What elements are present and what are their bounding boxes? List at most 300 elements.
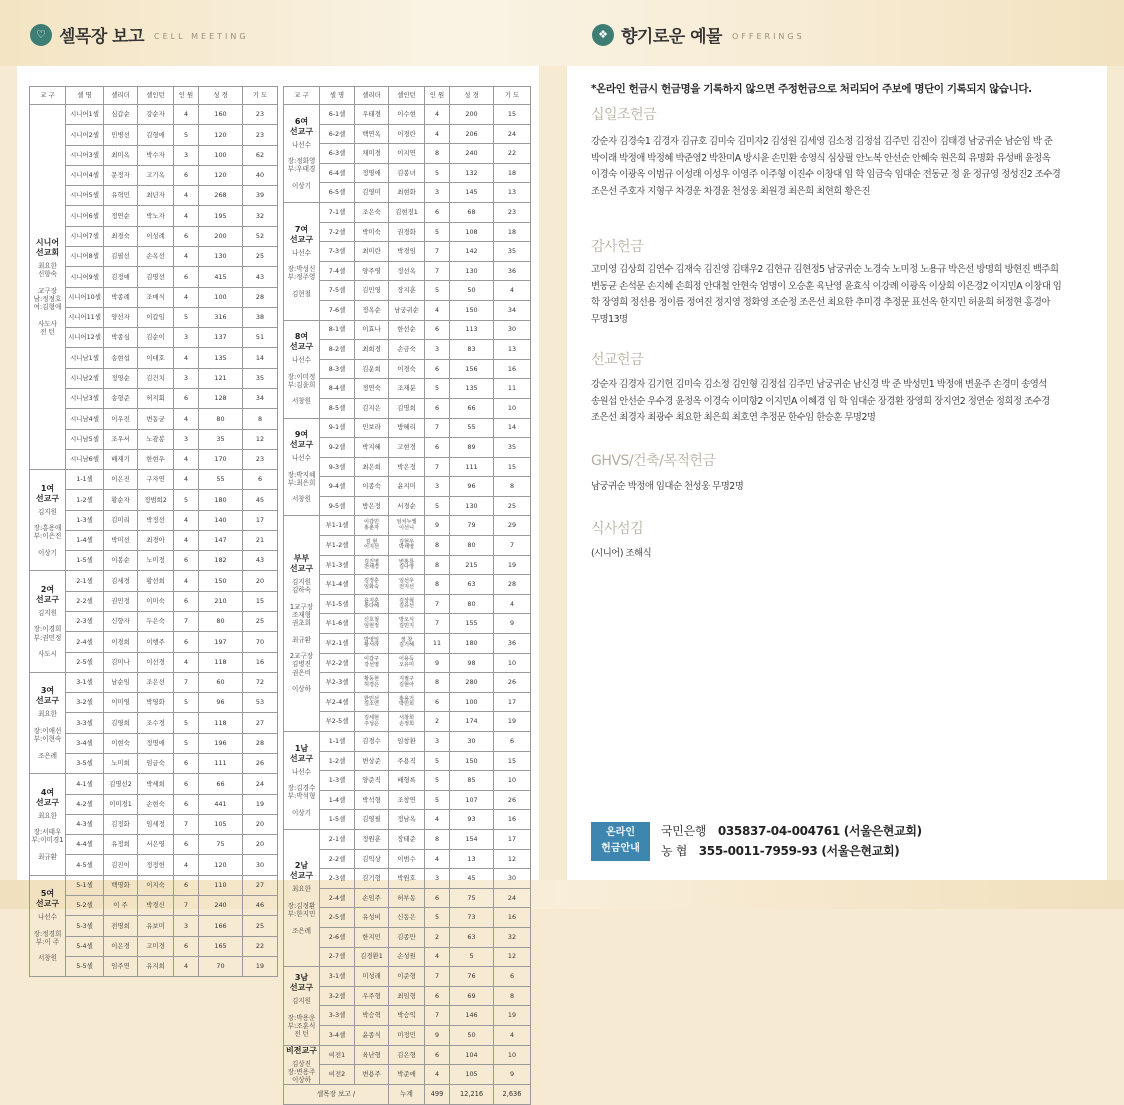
ghvs-title: GHVS/건축/목적헌금 [591,453,716,469]
cell-intern: 노미정 [138,551,174,571]
cell-name: 3-1셀 [320,967,355,987]
group-cell [30,571,66,672]
cell-name: 부2-1셀 [320,634,355,654]
group-name: 2남 선교구 [289,861,314,881]
cell-intern: 황선희 [138,571,174,591]
cell-leader: 박승혁 [355,1006,389,1026]
column-header: 셀리더 [104,87,138,105]
table-row [284,496,531,516]
cell-leader: 박석형 [355,790,389,810]
cell-people: 4 [174,206,199,226]
cell-prayer: 4 [494,1025,531,1045]
group-info: 최요한 장:이애선 부:이현숙 조은례 [33,710,62,760]
cell-bible: 100 [199,287,243,307]
table-row [284,614,531,634]
column-header: 셀리더 [355,87,389,105]
cell-name: 5-5셀 [66,956,104,976]
group-cell [30,774,66,875]
cell-people: 3 [425,477,450,497]
cell-prayer: 32 [494,927,531,947]
cell-people: 4 [174,246,199,266]
cell-people: 6 [425,986,450,1006]
cell-prayer: 30 [494,869,531,889]
group-cell [30,470,66,571]
cell-prayer: 36 [494,261,531,281]
cell-name: 부1-5셀 [320,594,355,614]
table-row [284,379,531,399]
table-row [284,712,531,732]
cell-intern: 유지희 [138,956,174,976]
cell-leader: 김미리 [104,510,138,530]
cell-prayer: 10 [494,771,531,791]
cell-leader: 백연옥 [355,124,389,144]
cell-intern: 서은영 [138,835,174,855]
cell-bible: 200 [199,226,243,246]
group-info: 나선수 장:정화영 부:우태경 이상기 [287,140,316,190]
cell-name: 부1-3셀 [320,555,355,575]
cell-name: 7-2셀 [320,222,355,242]
cell-prayer: 23 [243,105,278,125]
table-row [284,124,531,144]
cell-intern: 박경신 [138,895,174,915]
cell-prayer: 8 [494,986,531,1006]
cell-people: 4 [174,470,199,490]
group-name: 비전교구 [286,1045,317,1055]
badge-line2: 헌금안내 [601,843,640,854]
table-row [284,673,531,693]
cell-intern: 조은선 [138,672,174,692]
cell-intern: 손현숙 [138,794,174,814]
cell-people: 5 [425,751,450,771]
table-row [30,612,278,632]
column-header: 기 도 [243,87,278,105]
cell-people: 6 [174,226,199,246]
cell-people: 7 [425,1006,450,1026]
cell-people: 5 [425,496,450,516]
cell-prayer: 14 [243,348,278,368]
cell-prayer: 28 [243,733,278,753]
cell-name: 4-4셀 [66,835,104,855]
cell-bible: 96 [450,477,494,497]
cell-bible: 441 [199,794,243,814]
cell-leader: 김운희 [355,359,389,379]
table-row [284,594,531,614]
cell-prayer: 34 [243,388,278,408]
cell-prayer: 18 [494,163,531,183]
online-offering-badge [591,822,650,861]
cell-name: 시니어10셀 [66,287,104,307]
cell-prayer: 15 [494,751,531,771]
cell-leader: 김미나 [104,652,138,672]
cell-intern: 임선우 전지선 [389,575,425,595]
cell-bible: 100 [450,692,494,712]
cell-bible: 195 [199,206,243,226]
cell-people: 5 [425,790,450,810]
cell-bible: 135 [450,379,494,399]
cell-intern: 박영화 [138,693,174,713]
cell-name: 부2-5셀 [320,712,355,732]
cell-leader: 최미란 [355,242,389,262]
cell-bible: 89 [450,438,494,458]
group-cell [30,875,66,976]
cell-intern: 이대호 [138,348,174,368]
cell-name: 7-1셀 [320,202,355,222]
cell-bible: 83 [450,340,494,360]
cell-intern: 최임형 [389,986,425,1006]
cell-name: 5-1셀 [66,875,104,895]
cell-people: 8 [425,575,450,595]
table-row [30,733,278,753]
group-cell [284,516,320,732]
cell-bible: 150 [450,300,494,320]
cell-bible: 130 [199,246,243,266]
cell-name: 부2-2셀 [320,653,355,673]
cell-name: 2-4셀 [66,632,104,652]
cell-name: 9-2셀 [320,438,355,458]
cell-people: 6 [174,875,199,895]
cell-name: 시니어7셀 [66,226,104,246]
cell-leader: 남순임 [104,672,138,692]
cell-people: 6 [425,438,450,458]
cell-people: 4 [425,124,450,144]
column-header: 기 도 [494,87,531,105]
cell-prayer: 34 [494,300,531,320]
cell-intern: 조수경 [138,713,174,733]
cell-people: 5 [425,281,450,301]
cell-prayer: 24 [494,888,531,908]
table-row [284,555,531,575]
group-info: 나선수 장:박지혜 부:최은희 서창원 [287,454,316,504]
cell-bible: 66 [450,398,494,418]
table-row [284,281,531,301]
cell-bible: 80 [450,536,494,556]
group-cell [284,320,320,418]
cell-bible: 132 [450,163,494,183]
cell-people: 4 [174,571,199,591]
cell-name: 시니어11셀 [66,307,104,327]
cell-bible: 147 [199,530,243,550]
cell-bible: 63 [450,927,494,947]
cell-intern: 손성원 [389,947,425,967]
cell-name: 시니어4셀 [66,165,104,185]
table-row [284,457,531,477]
cell-prayer: 25 [243,916,278,936]
table-row [284,516,531,536]
cell-bible: 150 [199,571,243,591]
cell-intern: 이준형 [389,967,425,987]
cell-intern: 박세희 [138,774,174,794]
cell-people: 6 [174,551,199,571]
cell-name: 2-5셀 [66,652,104,672]
table-row [284,986,531,1006]
cell-intern: 최년자 [138,186,174,206]
cell-bible: 110 [199,875,243,895]
cell-leader: 최희경 [355,340,389,360]
table-row [30,226,278,246]
cell-intern: 임세정 [138,814,174,834]
offerings-title: 향기로운 예물 [621,27,722,47]
cell-prayer: 7 [494,536,531,556]
cell-intern: 홍용기 박민희 [389,692,425,712]
cell-name: 8-1셀 [320,320,355,340]
cell-bible: 135 [199,348,243,368]
cell-prayer: 43 [243,267,278,287]
cell-people: 3 [174,145,199,165]
cell-people: 7 [425,967,450,987]
group-info: 최요한 신향숙 교구장 남:정정호 여:김형애 사도사 전 턴 [33,261,62,336]
group-info: 나선수 장:이미정 부:김윤희 서창원 [287,356,316,406]
cell-prayer: 10 [494,398,531,418]
cell-bible: 45 [450,869,494,889]
cell-leader: 김민영 [355,281,389,301]
cell-intern: 조매식 [138,287,174,307]
cell-name: 부1-6셀 [320,614,355,634]
cell-name: 1-3셀 [320,771,355,791]
cell-people: 4 [425,849,450,869]
cell-bible: 73 [450,908,494,928]
cell-leader: 김세현 주성은 [355,712,389,732]
total-label: 셀목장 보고 / [284,1085,389,1105]
cell-intern: 김상혁 김유선 [389,594,425,614]
cell-intern: 지필구 김현아 [389,673,425,693]
cell-name: 7-5셀 [320,281,355,301]
cell-prayer: 28 [243,287,278,307]
cell-name: 1-2셀 [320,751,355,771]
cell-intern: 김순이 [138,328,174,348]
cell-intern: 권경화 [389,222,425,242]
cell-bible: 137 [199,328,243,348]
cell-leader: 조은숙 [355,202,389,222]
thanks-names: 고미영 김상희 김연수 김재숙 김진영 김태우2 김현규 김현정5 남궁귀순 노경숙 노미정 노용규 박은선 방명희 방현진 백주희 변동균 손석문 손지혜 손희정 안대철 안현숙 엄명이 오승훈 육난영 윤효식 이강례 이광옥 이상희 이은경2 이지민A 이창대 임 학 장영희 정선용 정이름 정여진 정지영 정화영 조순정 조은선 최요한 추미경 추정문 표선옥 한지민 허윤희 허정현 홍경아 무명13명 [591,264,1062,325]
cell-leader: 한지민 [355,927,389,947]
cell-name: 1-3셀 [66,510,104,530]
cell-bible: 165 [199,936,243,956]
cell-people: 4 [174,105,199,125]
table-row [284,202,531,222]
cell-prayer: 8 [243,409,278,429]
cell-leader: 김진이 [104,855,138,875]
cell-leader: 우주형 [355,986,389,1006]
group-name: 2여 선교구 [35,584,60,604]
cell-leader: 황순자 [104,490,138,510]
table-row [30,754,278,774]
table-row [30,652,278,672]
cell-intern: 김현정1 [389,202,425,222]
cell-prayer: 6 [494,967,531,987]
cell-name: 시니어12셀 [66,328,104,348]
cell-leader: 신호철 임현정 [355,614,389,634]
cell-prayer: 20 [243,571,278,591]
cell-prayer: 51 [243,328,278,348]
cell-name: 시니남1셀 [66,348,104,368]
cell-name: 시니어6셀 [66,206,104,226]
offerings-subtitle: OFFERINGS [731,32,805,41]
cell-intern: 김명희 [389,398,425,418]
cell-prayer: 10 [494,1045,531,1065]
cell-prayer: 19 [494,1006,531,1026]
cell-intern: 강순자 [138,105,174,125]
cell-people: 6 [174,794,199,814]
cell-prayer: 15 [494,457,531,477]
cell-leader: 이갑민 홍춘자 [355,516,389,536]
table-row [30,571,278,591]
cell-name: 1-5셀 [66,551,104,571]
cell-leader: 양준직 [355,771,389,791]
table-row [284,849,531,869]
cell-prayer: 38 [243,307,278,327]
cell-bible: 55 [199,470,243,490]
cell-leader: 김필선 [104,246,138,266]
group-info: 김상진 장:변용주 이상하 [287,1059,316,1084]
table-row [284,1025,531,1045]
cell-intern: 신동은 [389,908,425,928]
table-row [284,1045,531,1065]
cell-intern: 박노자 [138,206,174,226]
table-row [284,575,531,595]
cell-leader: 유정희 [104,835,138,855]
ghvs-names: 남궁귀순 박정애 임대순 천성웅 무명2명 [591,481,744,492]
cell-people: 8 [425,829,450,849]
cell-bible: 105 [199,814,243,834]
table-row [30,470,278,490]
cell-bible: 120 [199,125,243,145]
cell-bible: 68 [450,202,494,222]
table-row [284,1006,531,1026]
cell-report-heading [30,22,249,47]
cell-leader: 임주연 [104,956,138,976]
cell-name: 2-3셀 [320,869,355,889]
cell-people: 6 [425,1045,450,1065]
cell-people: 5 [425,163,450,183]
cell-prayer: 16 [494,908,531,928]
group-info: 나선수 장:정경희 부:이 주 서창원 [33,913,62,963]
cell-bible: 180 [199,490,243,510]
cell-prayer: 35 [494,438,531,458]
cell-people: 6 [425,359,450,379]
cell-prayer: 11 [494,379,531,399]
cell-bible: 316 [199,307,243,327]
table-row [30,409,278,429]
cell-prayer: 24 [494,124,531,144]
cell-name: 1-1셀 [66,470,104,490]
cell-intern: 서창희 손정희 [389,712,425,732]
cell-prayer: 16 [494,359,531,379]
cell-leader: 김기형 [355,869,389,889]
cell-bible: 210 [199,591,243,611]
cell-intern: 정 창 김기혜 [389,634,425,654]
table-row [284,105,531,125]
cell-intern: 임창환 [389,732,425,752]
cell-intern: 이갑임 [138,307,174,327]
table-row [30,165,278,185]
cell-leader: 문정자 [104,165,138,185]
cell-intern: 박준애 [389,1065,425,1085]
table-row [284,242,531,262]
cell-people: 7 [174,612,199,632]
cell-leader: 변용주 [355,1065,389,1085]
table-row [30,348,278,368]
online-offering-notice: *온라인 헌금시 헌금명을 기록하지 않으면 주정헌금으로 처리되어 주보에 명단이 기록되지 않습니다. [591,83,1032,95]
cell-name: 1-4셀 [66,530,104,550]
total-row [284,1085,531,1105]
cell-leader: 미성래 [355,967,389,987]
bank-line-nh [661,842,899,859]
cell-name: 2-1셀 [66,571,104,591]
cell-leader: 김세경 [104,571,138,591]
cell-name: 9-4셀 [320,477,355,497]
cell-people: 5 [174,490,199,510]
cell-bible: 120 [199,165,243,185]
cell-intern: 김건치 [138,368,174,388]
cell-intern: 허부동 [389,888,425,908]
cell-people: 11 [425,634,450,654]
cell-people: 4 [174,510,199,530]
cell-leader: 김경환1 [355,947,389,967]
column-header: 셀 명 [66,87,104,105]
table-row [30,510,278,530]
cell-leader: 김영필 [355,810,389,830]
table-row [284,732,531,752]
cell-prayer: 26 [494,673,531,693]
cell-bible: 170 [199,449,243,469]
cell-prayer: 13 [494,340,531,360]
column-header: 교 구 [30,87,66,105]
cell-table-left [29,86,278,977]
cell-leader: 이 주 [104,895,138,915]
cell-leader: 정연숙 [355,379,389,399]
group-name: 부부 선교구 [289,554,314,574]
table-row [284,810,531,830]
cell-prayer: 22 [494,144,531,164]
cell-name: 7-4셀 [320,261,355,281]
cell-bible: 108 [450,222,494,242]
cell-leader: 김정화 [104,814,138,834]
table-row [30,895,278,915]
group-info: 나선수 장:박성신 부:정주영 김현철 [287,248,316,298]
table-row [30,246,278,266]
cell-bible: 104 [450,1045,494,1065]
group-name: 3남 선교구 [289,973,314,993]
cell-prayer: 26 [243,754,278,774]
cell-prayer: 25 [494,496,531,516]
cell-leader: 민보라 [355,418,389,438]
cell-name: 4-1셀 [66,774,104,794]
cell-intern: 손옥선 [138,246,174,266]
column-header: 셀인턴 [389,87,425,105]
column-header: 성 경 [199,87,243,105]
cell-people: 9 [425,516,450,536]
cell-bible: 30 [450,732,494,752]
table-row [30,591,278,611]
cell-prayer: 16 [494,810,531,830]
cell-prayer: 23 [494,202,531,222]
cell-name: 7-6셀 [320,300,355,320]
cell-name: 시니남4셀 [66,409,104,429]
cell-leader: 양선자 [104,307,138,327]
cell-name: 3-2셀 [320,986,355,1006]
cell-people: 5 [174,125,199,145]
cell-intern: 이성례 [138,226,174,246]
cell-intern: 조재분 [389,379,425,399]
table-row [30,855,278,875]
cell-people: 6 [174,591,199,611]
group-cell [30,105,66,470]
cell-leader: 이종숙 [355,477,389,497]
badge-line1: 온라인 [606,827,635,838]
cell-people: 4 [174,652,199,672]
cell-name: 6-2셀 [320,124,355,144]
cell-prayer: 6 [494,732,531,752]
